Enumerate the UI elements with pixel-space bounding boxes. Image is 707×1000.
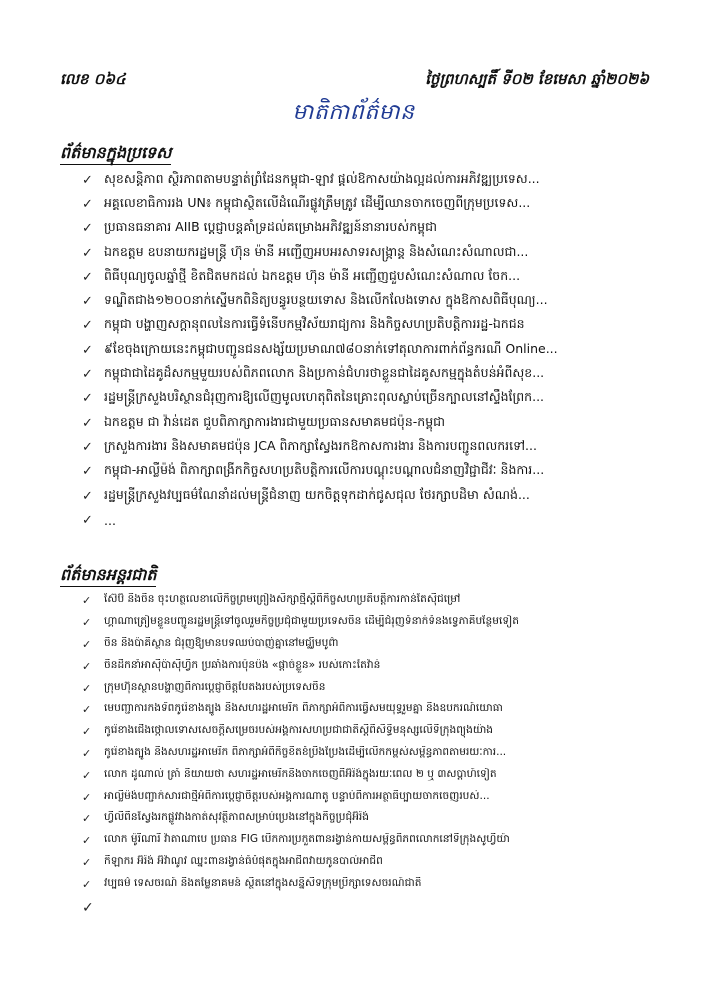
check-icon: ✓ bbox=[82, 616, 92, 630]
check-icon: ✓ bbox=[82, 855, 92, 869]
news-item-text: ហ្វីលីពីនស្វែងរកផ្លូវវាងកាត់សុវត្ថិភាពសម្រាប់ប្រេងនៅក្នុងកិច្ចប្រជុំអ៊ីរ៉ង់ bbox=[104, 811, 369, 824]
news-item bbox=[82, 634, 662, 656]
news-item bbox=[82, 743, 662, 765]
news-item-text: ចិនដឹកនាំអាស៊ីប៉ាស៊ីហ្វិក ប្រឆាំងការប៉ុនប៉ង «ផ្តាច់ខ្លួន» របស់កោះតៃវ៉ាន់ bbox=[104, 658, 381, 671]
news-item bbox=[82, 677, 662, 699]
news-item-text: លោក ម៉ូរីណារី វ៉ាតាណាបេ ប្រធាន FIG បើកការប្រកួតពានរង្វាន់កាយសម្ព័ន្ធពិភពលោកនៅទីក្រុងសូហ្វីយ៉ា bbox=[104, 833, 510, 846]
news-item-text: កម្ពុជាជាដៃគូដ៏សកម្មមួយរបស់ពិភពលោក និងប្រកាន់ជំហរថាខ្លួនជាដៃគូសកម្មក្នុងតំបន់អំពីសុខ... bbox=[104, 365, 545, 381]
page-title: មាតិកាព័ត៌មាន bbox=[292, 100, 415, 125]
check-icon: ✓ bbox=[82, 900, 94, 916]
news-item-text: វប្បធម៌ ទេសចរណ៍ និងតម្លៃនាគមន៍ ស្ថិតនៅក្នុងសន្និសីទក្រុមប្រឹក្សាទេសចរណ៍ជាតិ bbox=[104, 876, 422, 889]
news-item bbox=[82, 873, 662, 895]
news-item-text: ក្រសួងការងារ និងសមាគមជប៉ុន JCA ពិភាក្សាស្វែងរកឱកាសការងារ និងការបញ្ជូនពលករទៅ... bbox=[104, 437, 537, 453]
check-icon: ✓ bbox=[82, 245, 93, 261]
news-item bbox=[82, 655, 662, 677]
news-item-text: ប្រធានធនាគារ AIIB ប្តេជ្ញាបន្តគាំទ្រដល់គម្រោងអភិវឌ្ឍន៍នានារបស់កម្ពុជា bbox=[104, 219, 437, 235]
news-item-text: សុខសន្តិភាព ស្ថិរភាពតាមបន្ទាត់ព្រំដែនកម្ពុជា-ឡាវ ផ្តល់ឱកាសយ៉ាងល្អដល់ការអភិវឌ្ឍប្រទេស... bbox=[104, 170, 540, 186]
news-item bbox=[82, 460, 662, 484]
check-icon: ✓ bbox=[82, 746, 92, 760]
news-item bbox=[82, 852, 662, 874]
check-icon: ✓ bbox=[82, 768, 92, 782]
news-item-text: លោក ដូណាល់ ត្រាំ និយាយថា សហរដ្ឋអាមេរិកនឹងចាកចេញពីអ៊ីរ៉ង់ក្នុងរយៈពេល ២ ឬ ៣សប្តាហ៍ទៀត bbox=[104, 767, 497, 780]
issue-header bbox=[60, 70, 649, 92]
check-icon: ✓ bbox=[82, 790, 92, 804]
news-item-text: ពិធីបុណ្យចូលឆ្នាំថ្មី ខិតជិតមកដល់ ឯកឧត្តម ហ៊ុន ម៉ានី អញ្ជើញជួបសំណេះសំណាល ចែក... bbox=[104, 267, 521, 283]
news-item bbox=[82, 241, 662, 265]
news-item bbox=[82, 411, 662, 435]
news-item-text: មេបញ្ជាការកងទ័ពកូរ៉េខាងត្បូង និងសហរដ្ឋអាមេរិក ពិភាក្សាអំពីការធ្វើសមយុទ្ធរួមគ្នា និងឧបករណ៍យោធា bbox=[104, 702, 503, 715]
news-item bbox=[82, 387, 662, 411]
news-item bbox=[82, 217, 662, 241]
check-icon: ✓ bbox=[82, 877, 92, 891]
international-news-list bbox=[82, 590, 662, 895]
check-icon: ✓ bbox=[82, 703, 92, 717]
check-icon: ✓ bbox=[82, 342, 93, 358]
issue-number: លេខ ០៦៤ bbox=[60, 70, 126, 88]
check-icon: ✓ bbox=[82, 812, 92, 826]
news-item bbox=[82, 808, 662, 830]
news-item-text: ស៊ែប៊ី និងចិន ចុះហត្ថលេខាលើកិច្ចព្រមព្រៀងសិក្សាថ្មីស្តីពីកិច្ចសហប្រតិបត្តិការកាន់តែស៊ីជម្រៅ bbox=[104, 593, 461, 606]
check-icon: ✓ bbox=[82, 367, 93, 383]
check-icon: ✓ bbox=[82, 294, 93, 310]
domestic-news-list bbox=[82, 168, 662, 532]
check-icon: ✓ bbox=[82, 172, 93, 188]
check-icon: ✓ bbox=[82, 196, 93, 212]
news-item bbox=[82, 265, 662, 289]
check-icon: ✓ bbox=[82, 725, 92, 739]
news-item-text: កម្ពុជា-អាល្លឺម៉ង់ ពិភាក្សាពង្រីកកិច្ចសហប្រតិបត្តិការលើការបណ្តុះបណ្តាលជំនាញវិជ្ជាជីវៈ និងការ... bbox=[104, 462, 545, 478]
news-item bbox=[82, 830, 662, 852]
news-item bbox=[82, 508, 662, 532]
news-item bbox=[82, 721, 662, 743]
check-icon: ✓ bbox=[82, 318, 93, 334]
check-icon: ✓ bbox=[82, 512, 93, 528]
news-item bbox=[82, 289, 662, 313]
news-item bbox=[82, 362, 662, 386]
news-item bbox=[82, 612, 662, 634]
check-icon: ✓ bbox=[82, 391, 93, 407]
check-icon: ✓ bbox=[82, 594, 92, 608]
news-item-text: កម្ពុជា បង្ហាញសក្តានុពលនៃការធ្វើទំនើបកម្មវិស័យរាជ្យការ និងកិច្ចសហប្រតិបត្តិការរដ្ឋ-ឯកជន bbox=[104, 316, 525, 332]
news-item-text: ក្រុមហ៊ុនស្ថានបង្ហាញពីការប្តេជ្ញាចិត្តបៃតងរបស់ប្រទេសចិន bbox=[104, 680, 326, 693]
news-item-text: រដ្ឋមន្ត្រីក្រសួងវប្បធម៌ណែនាំដល់មន្ត្រីជំនាញ យកចិត្តទុកដាក់ជូសជុល ថែរក្សាបដិមា សំណង់... bbox=[104, 486, 530, 502]
check-icon: ✓ bbox=[82, 464, 93, 480]
news-item-text: កីឡាករ អ៊ីរ៉ង់ អ៊ីវ៉ាណូវ ឈ្នះពានរង្វាន់ធំបំផុតក្នុងអាជីពវាយកូនបាល់អាជីព bbox=[104, 854, 383, 867]
international-news-heading: ព័ត៌មានអន្តរជាតិ bbox=[60, 565, 156, 587]
news-item bbox=[82, 590, 662, 612]
check-icon: ✓ bbox=[82, 269, 93, 285]
news-item-text: កូរ៉េខាងត្បូង និងសហរដ្ឋអាមេរិក ពិភាក្សាអំពីកិច្ចខិតខំប្រឹងប្រែងដើម្បីលើកកម្ពស់សម្ព័ន្ធភាពតាមរយៈការ... bbox=[104, 745, 507, 758]
check-icon: ✓ bbox=[82, 221, 93, 237]
news-item-text: ហ្គាណាត្រៀមខ្លួនបញ្ជូនរដ្ឋមន្ត្រីទៅចូលរួមកិច្ចប្រជុំជាមួយប្រទេសចិន ដើម្បីជំរុញទំនាក់ទំនងទ្វេភាគីបន្ថែមទៀត bbox=[104, 615, 519, 628]
news-item bbox=[82, 699, 662, 721]
news-item-text: ចិន និងប៉ាគីស្ថាន ជំរុញឱ្យមានបទឈប់បាញ់គ្នានៅមជ្ឈិមបូព៌ា bbox=[104, 636, 339, 649]
news-item-text: ៩ខែចុងក្រោយនេះកម្ពុជាបញ្ជូនជនសង្ស័យប្រមាណ៧៨០នាក់ទៅតុលាការពាក់ព័ន្ធករណី Online... bbox=[104, 340, 558, 356]
news-item bbox=[82, 192, 662, 216]
news-item-text: ទណ្ឌិតជាង១២០០នាក់ស្នើមកពិនិត្យបន្ធូរបន្ថយទោស និងលើកលែងទោស ក្នុងឱកាសពិធីបុណ្យ... bbox=[104, 292, 548, 308]
news-item-text: ឯកឧត្តម ជា វ៉ាន់ដេត ជួបពិភាក្សាការងារជាមួយប្រធានសមាគមជប៉ុន-កម្ពុជា bbox=[104, 413, 446, 429]
check-icon: ✓ bbox=[82, 488, 93, 504]
check-icon: ✓ bbox=[82, 637, 92, 651]
check-icon: ✓ bbox=[82, 659, 92, 673]
check-icon: ✓ bbox=[82, 415, 93, 431]
news-item-text: កូរ៉េខាងជើងថ្កោលទោសសេចក្តីសម្រេចរបស់អង្គការសហប្រជាជាតិស្តីពីសិទ្ធិមនុស្សលើទីក្រុងព្យុងយ៉ាង bbox=[104, 724, 493, 737]
news-item-text: អាល្លឺម៉ង់បញ្ជាក់សារជាថ្មីអំពីការប្តេជ្ញាចិត្តរបស់អង្គការណាតូ បន្ទាប់ពីការអត្ថាធិប្បាយចាកចេញរបស់... bbox=[104, 789, 490, 802]
news-item-text: ... bbox=[104, 512, 116, 528]
news-item bbox=[82, 484, 662, 508]
news-item bbox=[82, 435, 662, 459]
check-icon: ✓ bbox=[82, 834, 92, 848]
news-item bbox=[82, 168, 662, 192]
news-item-text: អគ្គលេខាធិការរង UN៖ កម្ពុជាស្ថិតលើដំណើរផ្លូវត្រឹមត្រូវ ដើម្បីឈានចាកចេញពីក្រុមប្រទេស... bbox=[104, 194, 531, 210]
news-item-text: រដ្ឋមន្ត្រីក្រសួងបរិស្ថានជំរុញការឱ្យលើញមូលហេតុពិតនៃគ្រោះពុលស្លាប់ច្រើនក្បាលនៅស្ទឹងព្រែក... bbox=[104, 389, 545, 405]
domestic-news-heading: ព័ត៌មានក្នុងប្រទេស bbox=[60, 143, 171, 165]
news-item bbox=[82, 764, 662, 786]
news-item bbox=[82, 786, 662, 808]
news-item bbox=[82, 314, 662, 338]
issue-date: ថ្ងៃព្រហស្បតិ៍ ទី០២ ខែមេសា ឆ្នាំ២០២៦ bbox=[425, 70, 649, 88]
check-icon: ✓ bbox=[82, 439, 93, 455]
check-icon: ✓ bbox=[82, 681, 92, 695]
news-item-text: ឯកឧត្តម ឧបនាយករដ្ឋមន្ត្រី ហ៊ុន ម៉ានី អញ្ជើញអបអរសាទរសង្ក្រាន្ត និងសំណេះសំណាលជា... bbox=[104, 243, 529, 259]
news-item bbox=[82, 338, 662, 362]
